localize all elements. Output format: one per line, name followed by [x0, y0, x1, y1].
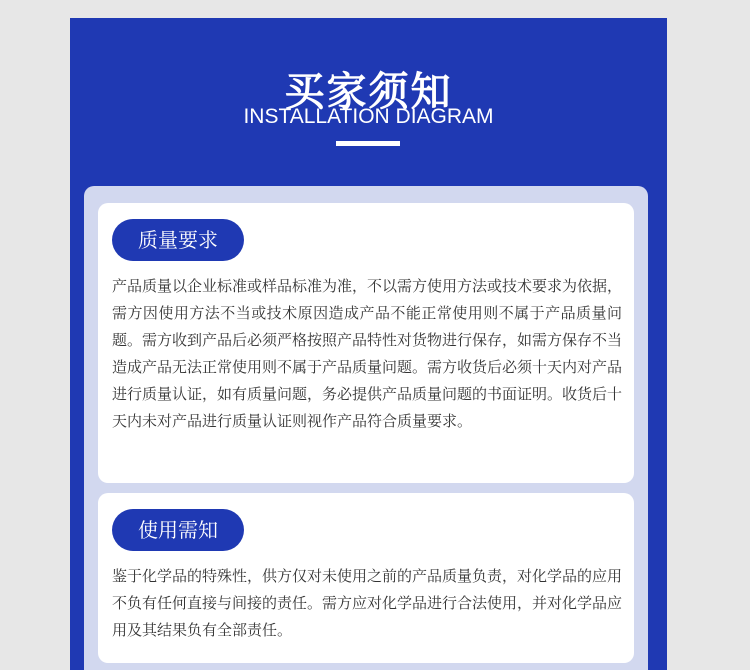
usage-notice-card: [98, 493, 634, 663]
quality-requirements-card: [98, 203, 634, 483]
usage-notice-text: 鉴于化学品的特殊性，供方仅对未使用之前的产品质量负责，对化学品的应用不负有任何直接与间接的责任。需方应对化学品进行合法使用，并对化学品应用及其结果负有全部责任。: [112, 567, 623, 639]
quality-requirements-text: 产品质量以企业标准或样品标准为准，不以需方使用方法或技术要求为依据，需方因使用方法不当或技术原因造成产品不能正常使用则不属于产品质量问题。需方收到产品后必须严格按照产品特性对货物进行保存，如需方保存不当造成产品无法正常使用则不属于产品质量问题。需方收货后必须十天内对产品进行质量认证，如有质量问题，务必提供产品质量问题的书面证明。收货后十天内未对产品进行质量认证则视作产品符合质量要求。: [112, 277, 623, 430]
notice-panel: [70, 18, 667, 670]
usage-notice-heading: 使用需知: [112, 509, 244, 551]
content-frame: [84, 186, 648, 670]
quality-requirements-text-block: [112, 273, 622, 435]
page-subtitle: INSTALLATION DIAGRAM: [243, 105, 494, 128]
title-divider: [336, 141, 400, 146]
page-title: 买家须知: [284, 69, 453, 115]
usage-notice-text-block: [112, 563, 622, 644]
quality-requirements-heading: 质量要求: [112, 219, 244, 261]
